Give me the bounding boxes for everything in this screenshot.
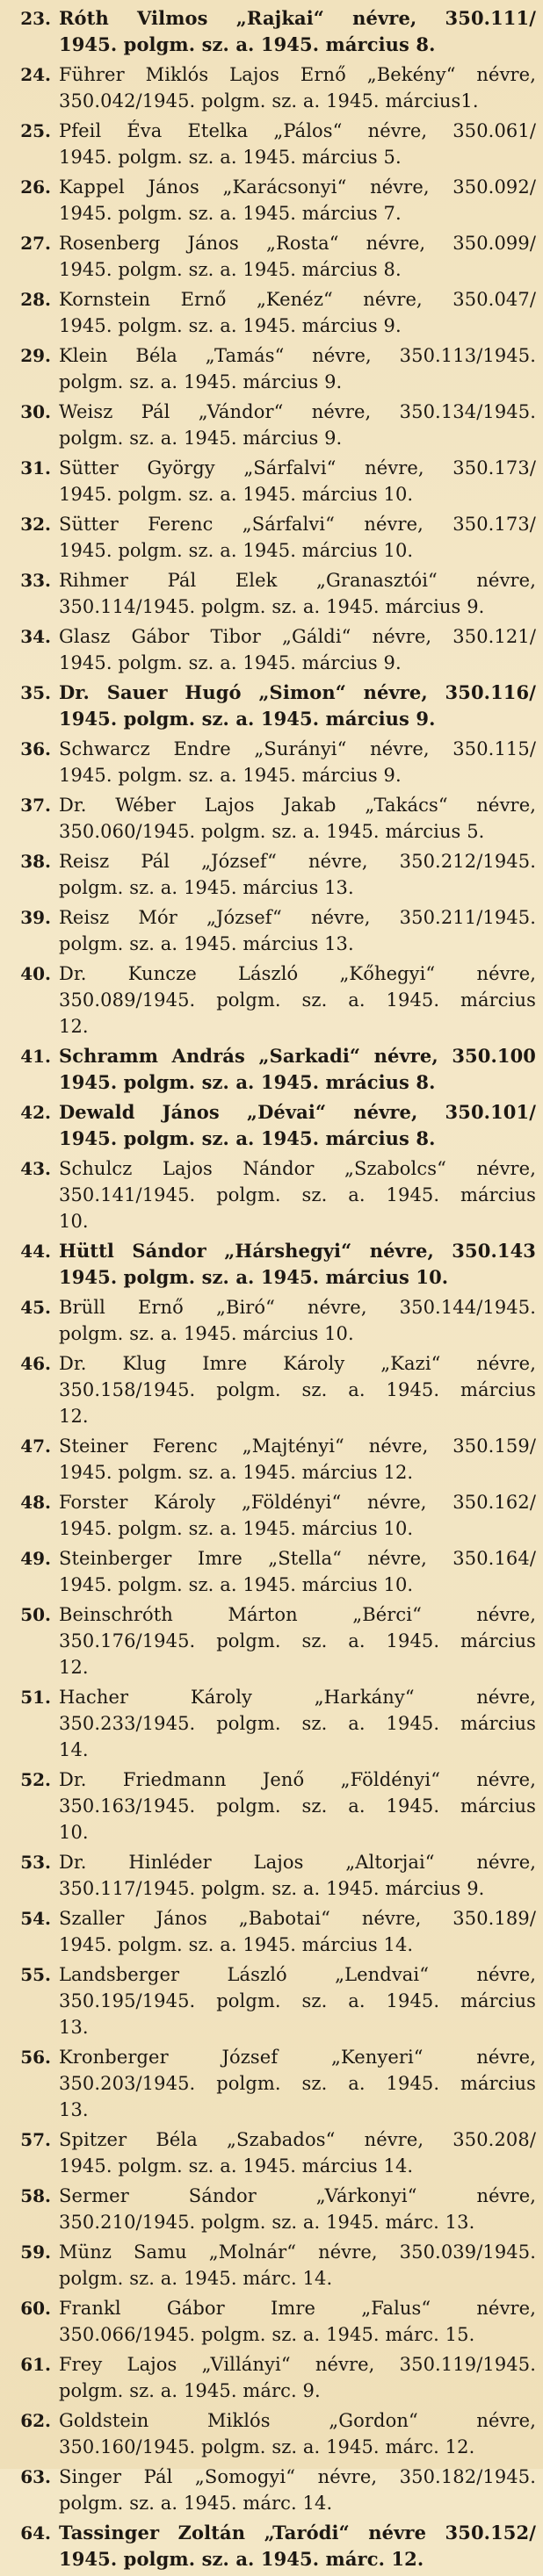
list-item [12,2407,536,2464]
entry-number: 26. [20,176,51,198]
list-item [12,1849,536,1905]
entry-text-line: Schulcz Lajos Nándor „Szabolcs“ névre, [59,1158,536,1179]
entry-text-line: Hüttl Sándor „Hárshegyi“ névre, 350.143 [59,1240,536,1262]
entry-text-line: Sütter György „Sárfalvi“ névre, 350.173/ [59,457,536,479]
entry-number: 36. [20,738,51,759]
entry-text-line: 350.114/1945. polgm. sz. a. 1945. március 9. [59,596,485,617]
entry-text-line: Schramm András „Sarkadi“ névre, 350.100 [59,1045,536,1067]
list-item [12,1489,536,1545]
list-item [12,511,536,567]
entry-text-line: 1945. polgm. sz. a. 1945. mrácius 8. [59,1071,436,1093]
entry-text-line: polgm. sz. a. 1945. márc. 14. [59,2493,333,2514]
entry-text-line: Dr. Hinléder Lajos „Altorjai“ névre, [59,1852,536,1873]
entry-text-line: Dr. Friedmann Jenő „Földényi“ névre, [59,1769,536,1790]
entry-text-line: 1945. polgm. sz. a. 1945. március 10. [59,484,414,505]
entry-text-line: Pfeil Éva Etelka „Pálos“ névre, 350.061/ [59,120,536,141]
entry-number: 64. [20,2522,51,2544]
entry-text-line: 1945. polgm. sz. a. 1945. március 9. [59,315,402,336]
list-item [12,1294,536,1350]
entry-number: 24. [20,64,51,85]
entry-text-line: polgm. sz. a. 1945. márc. 9. [59,2380,321,2401]
list-item [12,2351,536,2407]
list-item [12,118,536,174]
entry-text-line: Sermer Sándor „Várkonyi“ névre, [59,2185,536,2206]
entry-number: 35. [20,682,51,703]
entry-text-line: Dr. Kuncze László „Kőhegyi“ névre, [59,963,536,984]
entry-number: 29. [20,345,51,366]
entry-text-line: 1945. polgm. sz. a. 1945. március 12. [59,1462,414,1483]
entry-number: 63. [20,2466,51,2487]
entry-text-line: 1945. polgm. sz. a. 1945. március 9. [59,708,436,730]
list-item [12,680,536,736]
entry-text-line: 10. [59,1211,89,1232]
entry-text-line: Dewald János „Dévai“ névre, 350.101/ [59,1101,536,1123]
entry-text-line: 1945. polgm. sz. a. 1945. március 9. [59,652,402,673]
entry-text-line: Kappel János „Karácsonyi“ névre, 350.092/ [59,176,536,198]
list-item [12,961,536,1043]
list-item [12,904,536,961]
entry-text-line: Spitzer Béla „Szabados“ névre, 350.208/ [59,2129,536,2150]
entry-text-line: 12. [59,1657,89,1678]
entry-text-line: 1945. polgm. sz. a. 1945. március 8. [59,259,402,280]
entry-text-line: 350.141/1945. polgm. sz. a. 1945. március [59,1184,536,1205]
entry-number: 30. [20,401,51,422]
entry-number: 31. [20,457,51,479]
entry-text-line: Reisz Mór „József“ névre, 350.211/1945. [59,907,536,928]
list-item [12,286,536,342]
entry-text-line: Szaller János „Babotai“ névre, 350.189/ [59,1908,536,1929]
list-item [12,174,536,230]
list-item [12,1350,536,1433]
list-item [12,455,536,511]
list-item [12,1905,536,1961]
entry-text-line: Reisz Pál „József“ névre, 350.212/1945. [59,851,536,872]
entry-text-line: Kornstein Ernő „Kenéz“ névre, 350.047/ [59,289,536,310]
entry-number: 51. [20,1687,51,1708]
entry-number: 41. [20,1046,51,1067]
entry-text-line: 350.203/1945. polgm. sz. a. 1945. március [59,2073,536,2094]
entry-number: 61. [20,2354,51,2375]
list-item [12,2295,536,2351]
list-item [12,567,536,623]
entry-number: 54. [20,1908,51,1929]
entry-text-line: 350.210/1945. polgm. sz. a. 1945. márc. 13. [59,2212,475,2233]
entry-text-line: polgm. sz. a. 1945. március 13. [59,877,354,898]
entry-text-line: Münz Samu „Molnár“ névre, 350.039/1945. [59,2241,536,2263]
list-item [12,2044,536,2126]
entry-number: 56. [20,2047,51,2068]
list-item [12,623,536,680]
entry-text-line: Weisz Pál „Vándor“ névre, 350.134/1945. [59,401,536,422]
entry-number: 60. [20,2298,51,2319]
entry-text-line: Dr. Sauer Hugó „Simon“ névre, 350.116/ [59,681,536,703]
entry-text-line: Frey Lajos „Villányi“ névre, 350.119/1945. [59,2354,536,2375]
entry-text-line: 12. [59,1406,89,1427]
entry-text-line: 13. [59,2099,89,2120]
entry-text-line: Forster Károly „Földényi“ névre, 350.162/ [59,1492,536,1513]
entry-text-line: 1945. polgm. sz. a. 1945. márc. 12. [59,2548,424,2570]
entry-text-line: Beinschróth Márton „Bérci“ névre, [59,1604,536,1625]
entry-number: 49. [20,1548,51,1569]
entry-number: 32. [20,514,51,535]
entry-number: 23. [20,8,51,29]
list-item [12,848,536,904]
entry-text-line: Klein Béla „Tamás“ névre, 350.113/1945. [59,345,536,366]
entry-text-line: 350.160/1945. polgm. sz. a. 1945. márc. 12. [59,2436,475,2457]
entry-text-line: 1945. polgm. sz. a. 1945. március 10. [59,1574,414,1595]
entry-number: 39. [20,907,51,928]
entry-number: 43. [20,1158,51,1179]
entry-number: 57. [20,2129,51,2150]
entry-text-line: Rihmer Pál Elek „Granasztói“ névre, [59,570,536,591]
entry-text-line: 1945. polgm. sz. a. 1945. március 8. [59,33,436,55]
entry-text-line: 1945. polgm. sz. a. 1945. március 9. [59,765,402,786]
entry-text-line: Frankl Gábor Imre „Falus“ névre, [59,2298,536,2319]
entry-text-line: Glasz Gábor Tibor „Gáldi“ névre, 350.121/ [59,626,536,647]
entry-text-line: 350.042/1945. polgm. sz. a. 1945. március1. [59,90,479,112]
entry-text-line: 12. [59,1016,89,1037]
entry-text-line: 350.176/1945. polgm. sz. a. 1945. március [59,1630,536,1651]
list-item [12,1099,536,1155]
list-item [12,1684,536,1767]
entry-text-line: Róth Vilmos „Rajkai“ névre, 350.111/ [59,7,536,29]
entry-text-line: Rosenberg János „Rosta“ névre, 350.099/ [59,233,536,254]
entry-number: 40. [20,963,51,984]
entry-number: 37. [20,795,51,816]
list-item [12,1155,536,1238]
entry-text-line: 1945. polgm. sz. a. 1945. március 14. [59,1934,414,1955]
entry-text-line: 1945. polgm. sz. a. 1945. március 10. [59,540,414,561]
entry-text-line: Steiner Ferenc „Majtényi“ névre, 350.159/ [59,1436,536,1457]
entry-text-line: polgm. sz. a. 1945. március 9. [59,371,343,392]
entry-number: 27. [20,233,51,254]
entry-number: 52. [20,1769,51,1790]
entry-number: 38. [20,851,51,872]
list-item [12,230,536,286]
list-item [12,399,536,455]
entry-number: 33. [20,570,51,591]
entry-text-line: Steinberger Imre „Stella“ névre, 350.164/ [59,1548,536,1569]
list-item [12,1601,536,1684]
entry-text-line: 1945. polgm. sz. a. 1945. március 7. [59,203,402,224]
list-item [12,1767,536,1849]
entry-text-line: 350.233/1945. polgm. sz. a. 1945. március [59,1713,536,1734]
entry-text-line: 350.195/1945. polgm. sz. a. 1945. március [59,1990,536,2011]
entry-text-line: Landsberger László „Lendvai“ névre, [59,1964,536,1985]
list-item [12,2126,536,2183]
list-item [12,736,536,792]
list-item [12,2464,536,2520]
list-item [12,2520,536,2576]
entry-text-line: Tassinger Zoltán „Taródi“ névre 350.152/ [59,2522,536,2544]
entry-text-line: 14. [59,1739,89,1760]
list-item [12,342,536,399]
entry-text-line: 1945. polgm. sz. a. 1945. március 10. [59,1518,414,1539]
entry-number: 47. [20,1436,51,1457]
entry-text-line: 10. [59,1822,89,1843]
entry-text-line: 350.158/1945. polgm. sz. a. 1945. március [59,1379,536,1400]
name-change-list [12,5,536,2576]
entry-number: 42. [20,1102,51,1123]
entry-number: 28. [20,289,51,310]
entry-text-line: 1945. polgm. sz. a. 1945. március 8. [59,1127,436,1149]
entry-text-line: polgm. sz. a. 1945. március 10. [59,1323,354,1344]
entry-number: 62. [20,2410,51,2431]
list-item [12,1961,536,2044]
entry-text-line: 13. [59,2017,89,2038]
list-item [12,2183,536,2239]
entry-number: 58. [20,2185,51,2206]
entry-number: 34. [20,626,51,647]
entry-text-line: polgm. sz. a. 1945. március 9. [59,428,343,449]
entry-number: 45. [20,1297,51,1318]
entry-number: 48. [20,1492,51,1513]
entry-number: 44. [20,1241,51,1262]
list-item [12,5,536,61]
entry-text-line: 350.163/1945. polgm. sz. a. 1945. március [59,1795,536,1817]
list-item [12,2239,536,2295]
entry-text-line: 350.117/1945. polgm. sz. a. 1945. március 9. [59,1878,485,1899]
entry-text-line: Dr. Klug Imre Károly „Kazi“ névre, [59,1353,536,1374]
entry-text-line: Goldstein Miklós „Gordon“ névre, [59,2410,536,2431]
list-item [12,1043,536,1099]
list-item [12,792,536,848]
entry-text-line: Führer Miklós Lajos Ernő „Bekény“ névre, [59,64,536,85]
entry-text-line: Kronberger József „Kenyeri“ névre, [59,2047,536,2068]
entry-text-line: Sütter Ferenc „Sárfalvi“ névre, 350.173/ [59,514,536,535]
list-item [12,61,536,118]
entry-text-line: 1945. polgm. sz. a. 1945. március 10. [59,1266,449,1288]
entry-text-line: Brüll Ernő „Biró“ névre, 350.144/1945. [59,1297,536,1318]
entry-text-line: 1945. polgm. sz. a. 1945. március 14. [59,2155,414,2177]
entry-number: 50. [20,1604,51,1625]
entry-text-line: Schwarcz Endre „Surányi“ névre, 350.115/ [59,738,536,759]
entry-text-line: 350.089/1945. polgm. sz. a. 1945. március [59,989,536,1011]
entry-number: 46. [20,1353,51,1374]
entry-number: 53. [20,1852,51,1873]
list-item [12,1545,536,1601]
list-item [12,1238,536,1294]
entry-text-line: 1945. polgm. sz. a. 1945. március 5. [59,147,402,168]
entry-text-line: polgm. sz. a. 1945. március 13. [59,933,354,954]
entry-text-line: Singer Pál „Somogyi“ névre, 350.182/1945. [59,2466,536,2487]
entry-text-line: 350.060/1945. polgm. sz. a. 1945. március 5. [59,821,485,842]
entry-text-line: Hacher Károly „Harkány“ névre, [59,1687,536,1708]
entry-text-line: 350.066/1945. polgm. sz. a. 1945. márc. 15. [59,2324,475,2345]
entry-number: 55. [20,1964,51,1985]
list-item [12,1433,536,1489]
entry-number: 59. [20,2241,51,2263]
entry-text-line: Dr. Wéber Lajos Jakab „Takács“ névre, [59,795,536,816]
entry-text-line: polgm. sz. a. 1945. márc. 14. [59,2268,333,2289]
entry-number: 25. [20,120,51,141]
